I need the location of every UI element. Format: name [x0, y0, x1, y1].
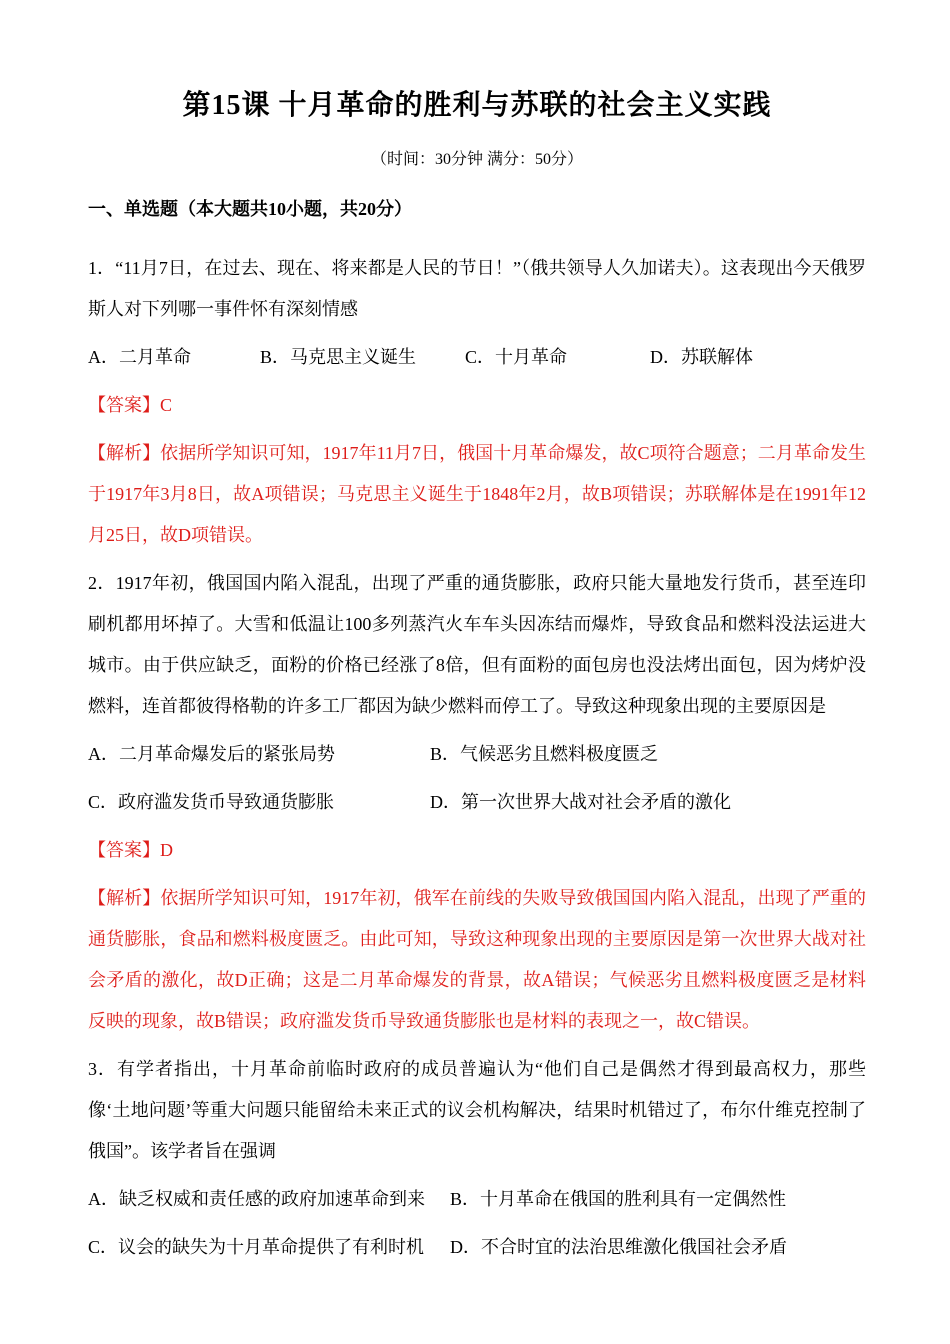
answer-value: C	[160, 395, 173, 415]
question-2-stem: 2．1917年初，俄国国内陷入混乱，出现了严重的通货膨胀，政府只能大量地发行货币，甚至连印刷机都用坏掉了。大雪和低温让100多列蒸汽火车车头因冻结而爆炸，导致食品和燃料没法运进大城市。由于供应缺乏，面粉的价格已经涨了8倍，但有面粉的面包房也没法烤出面包，因为烤炉没燃料，连首都彼得格勒的许多工厂都因为缺少燃料而停工了。导致这种现象出现的主要原因是	[88, 573, 866, 716]
exam-info: （时间：30分钟 满分：50分）	[370, 151, 583, 168]
question-1-analysis	[88, 433, 866, 556]
analysis-label: 【解析】	[88, 443, 161, 463]
question-2-option-a: A．二月革命爆发后的紧张局势	[88, 744, 335, 764]
answer-label: 【答案】	[88, 395, 160, 415]
question-3-option-c: C．议会的缺失为十月革命提供了有利时机	[88, 1237, 425, 1257]
question-2-option-d: D．第一次世界大战对社会矛盾的激化	[430, 792, 731, 812]
question-3-option-b: B．十月革命在俄国的胜利具有一定偶然性	[450, 1189, 787, 1209]
question-2-analysis	[88, 878, 866, 1042]
question-2-options-row-1	[88, 734, 866, 775]
analysis-text: 依据所学知识可知，1917年11月7日，俄国十月革命爆发，故C项符合题意；二月革命发生于1917年3月8日，故A项错误；马克思主义诞生于1848年2月，故B项错误；苏联解体是在1991年12月25日，故D项错误。	[88, 443, 867, 545]
question-1-stem: 1．“11月7日，在过去、现在、将来都是人民的节日！”（俄共领导人久加诺夫）。这表现出今天俄罗斯人对下列哪一事件怀有深刻情感	[88, 258, 866, 319]
question-3	[88, 1049, 866, 1268]
question-3-options-row-2	[88, 1227, 866, 1268]
question-3-options-row-1	[88, 1179, 866, 1220]
question-2-answer	[88, 830, 866, 871]
question-1-answer	[88, 385, 866, 426]
question-1-option-b: B．马克思主义诞生	[260, 347, 417, 367]
analysis-label: 【解析】	[88, 888, 161, 908]
question-2-options-row-2	[88, 782, 866, 823]
answer-label: 【答案】	[88, 840, 160, 860]
question-1	[88, 248, 866, 556]
document-title: 第15课 十月革命的胜利与苏联的社会主义实践	[182, 90, 772, 121]
question-3-option-d: D．不合时宜的法治思维激化俄国社会矛盾	[450, 1237, 787, 1257]
section-heading: 一、单选题（本大题共10小题，共20分）	[88, 199, 412, 219]
analysis-text: 依据所学知识可知，1917年初，俄军在前线的失败导致俄国国内陷入混乱，出现了严重的通货膨胀，食品和燃料极度匮乏。由此可知，导致这种现象出现的主要原因是第一次世界大战对社会矛盾的激化，故D正确；这是二月革命爆发的背景，故A错误；气候恶劣且燃料极度匮乏是材料反映的现象，故B错误；政府滥发货币导致通货膨胀也是材料的表现之一，故C错误。	[88, 888, 866, 1031]
question-1-options	[88, 337, 866, 378]
question-2-option-c: C．政府滥发货币导致通货膨胀	[88, 792, 335, 812]
answer-value: D	[160, 840, 173, 860]
question-3-stem: 3．有学者指出，十月革命前临时政府的成员普遍认为“他们自己是偶然才得到最高权力，那些像‘土地问题’等重大问题只能留给未来正式的议会机构解决，结果时机错过了，布尔什维克控制了俄国”。该学者旨在强调	[88, 1059, 866, 1161]
question-1-option-c: C．十月革命	[465, 347, 568, 367]
question-2-option-b: B．气候恶劣且燃料极度匮乏	[430, 744, 659, 764]
question-2	[88, 563, 866, 1042]
question-1-option-a: A．二月革命	[88, 347, 191, 367]
question-3-option-a: A．缺乏权威和责任感的政府加速革命到来	[88, 1189, 425, 1209]
question-1-option-d: D．苏联解体	[650, 347, 753, 367]
